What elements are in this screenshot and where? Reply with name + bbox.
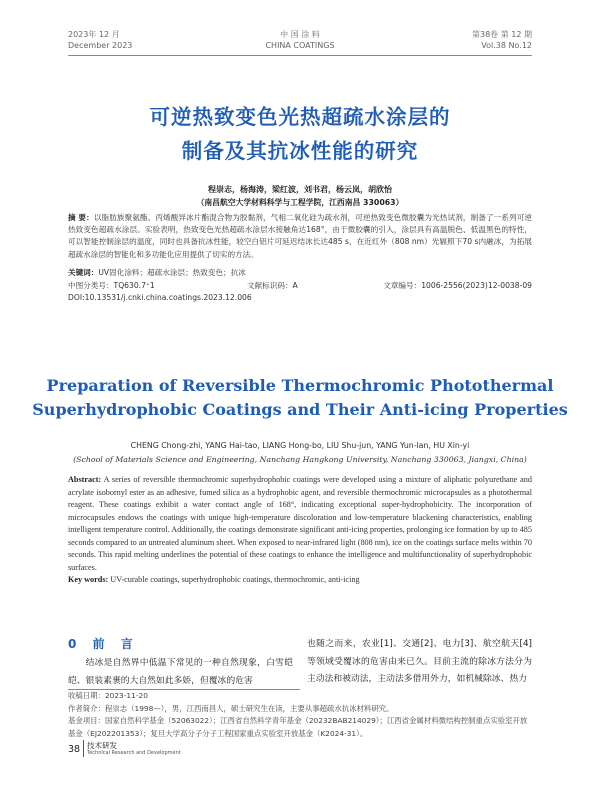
body-column-right: 也随之而来，农业[1]、交通[2]、电力[3]、航空航天[4]等领域受覆冰的危害由来已久。目前主流的除冰方法分为主动法和被动法，主动法多借用外力，如机械除冰、热力	[307, 639, 532, 685]
clc-number: 中图分类号：TQ630.7⁺1	[68, 281, 155, 290]
header-volume-cn: 第38卷 第 12 期	[472, 30, 532, 39]
header-journal	[200, 29, 400, 51]
abstract-cn-text: 以脂肪族聚氨酯、丙烯酸异冰片酯混合物为胶黏剂，气相二氧化硅为疏水剂，可逆热致变色微胶囊为光热试剂，制备了一系列可逆热致变色超疏水涂层。实验表明，热致变色光热超疏水涂层水接触角达168°，由于微胶囊的引入，涂层具有高温脱色、低温黑色的特性，可以智能控制涂层的温度，同时也具备抗冰性能，较空白铝片可延迟结冰长达485 s，在近红外（808 nm）光辐照下70 s内融冰，为拓展超疏水涂层的智能化和多功能化应用提供了切实的方法。	[68, 213, 532, 259]
header-volume-en: Vol.38 No.12	[481, 41, 532, 50]
keywords-en	[68, 574, 532, 587]
title-cn-line-1: 可逆热致变色光热超疏水涂层的	[149, 105, 451, 129]
keywords-en-text: UV-curable coatings, superhydrophobic coatings, thermochromic, anti-icing	[110, 575, 360, 584]
keywords-cn	[68, 267, 532, 279]
abstract-en-label: Abstract:	[68, 475, 102, 484]
footer-divider	[83, 740, 84, 757]
header-date-cn: 2023年 12 月	[68, 30, 120, 39]
title-en-line-1: Preparation of Reversible Thermochromic Photothermal	[46, 376, 554, 395]
article-number: 文章编号：1006-2556(2023)12-0038-09	[383, 281, 532, 290]
keywords-cn-label: 关键词：	[68, 268, 99, 277]
footer-section-cn: 技术研发	[87, 741, 117, 750]
body-column-left: 结冰是自然界中低温下常见的一种自然现象，白雪皑皑、银装素裹的大自然如此多娇，但覆冰的危害	[68, 658, 293, 686]
page-number: 38	[68, 744, 81, 755]
footnote-funding: 基金项目：国家自然科学基金（52063022）；江西省自然科学青年基金（20232BAB214029）；江西省金属材料微结构控制重点实验室开放基金（EJ202201353）；复旦大学高分子分子工程国家重点实验室开放基金（K2024-31）。	[68, 716, 528, 738]
title-cn-line-2: 制备及其抗冰性能的研究	[181, 139, 419, 163]
footnotes	[68, 690, 532, 740]
abstract-en-text: A series of reversible thermochromic superhydrophobic coatings were developed using a mixture of aliphatic polyurethane and acrylate isobornyl ester as an adhesive, fumed silica as a hydrophobic agent, and reversible thermochromic microcapsules as a photothermal reagent. These coatings exhibit a water contact angle of 168°, indicating exceptional super-hydrophobicity. The incorporation of microcapsules endows the coatings with unique high-temperature discoloration and low-temperature blackening characteristics, enabling intelligent temperature control. Additionally, the coatings demonstrate significant anti-icing properties, prolonging ice formation by up to 485 seconds compared to an untreated aluminum sheet. When exposed to near-infrared light (808 nm), ice on the coatings surface melts within 70 seconds. This rapid melting underlines the potential of these coatings to enhance the intelligence and multifunctionality of superhydrophobic surfaces.	[68, 475, 532, 572]
header-journal-cn: 中 国 涂 料	[280, 30, 320, 39]
footnote-received: 收稿日期：2023-11-20	[68, 691, 148, 700]
header-volume	[372, 29, 532, 51]
abstract-cn-label: 摘 要：	[68, 213, 94, 222]
authors-cn: 程崇志，杨海涛，梁红波，刘书君，杨云岚，胡欣怡	[208, 185, 392, 194]
doi: DOI:10.13531/j.cnki.china.coatings.2023.12.006	[68, 293, 252, 302]
document-code: 文献标识码：A	[247, 281, 298, 290]
title-en-line-2: Superhydrophobic Coatings and Their Anti-icing Properties	[32, 400, 568, 419]
abstract-cn	[68, 212, 532, 261]
abstract-en	[68, 474, 532, 574]
authors-en: CHENG Chong-zhi, YANG Hai-tao, LIANG Hong-bo, LIU Shu-jun, YANG Yun-lan, HU Xin-yi	[130, 441, 470, 450]
header-date	[68, 29, 132, 51]
footnote-author-bio: 作者简介：程崇志（1998—），男，江西南昌人，硕士研究生在读，主要从事超疏水抗冰材料研究。	[68, 703, 394, 713]
footer-section-en: Technical Research and Development	[87, 750, 181, 756]
header-journal-en: CHINA COATINGS	[265, 41, 335, 50]
header-rule	[68, 55, 532, 56]
section-heading-introduction: 0 前 言	[68, 637, 139, 651]
header-date-en: December 2023	[68, 41, 133, 50]
keywords-cn-text: UV固化涂料；超疏水涂层；热致变色；抗冰	[98, 268, 246, 277]
affiliation-en: (School of Materials Science and Engineering, Nanchang Hangkong University, Nanchang 330063, Jiangxi, China)	[73, 455, 527, 464]
keywords-en-label: Key words:	[68, 575, 109, 584]
affiliation-cn: （南昌航空大学材料科学与工程学院，江西南昌 330063）	[196, 198, 404, 207]
